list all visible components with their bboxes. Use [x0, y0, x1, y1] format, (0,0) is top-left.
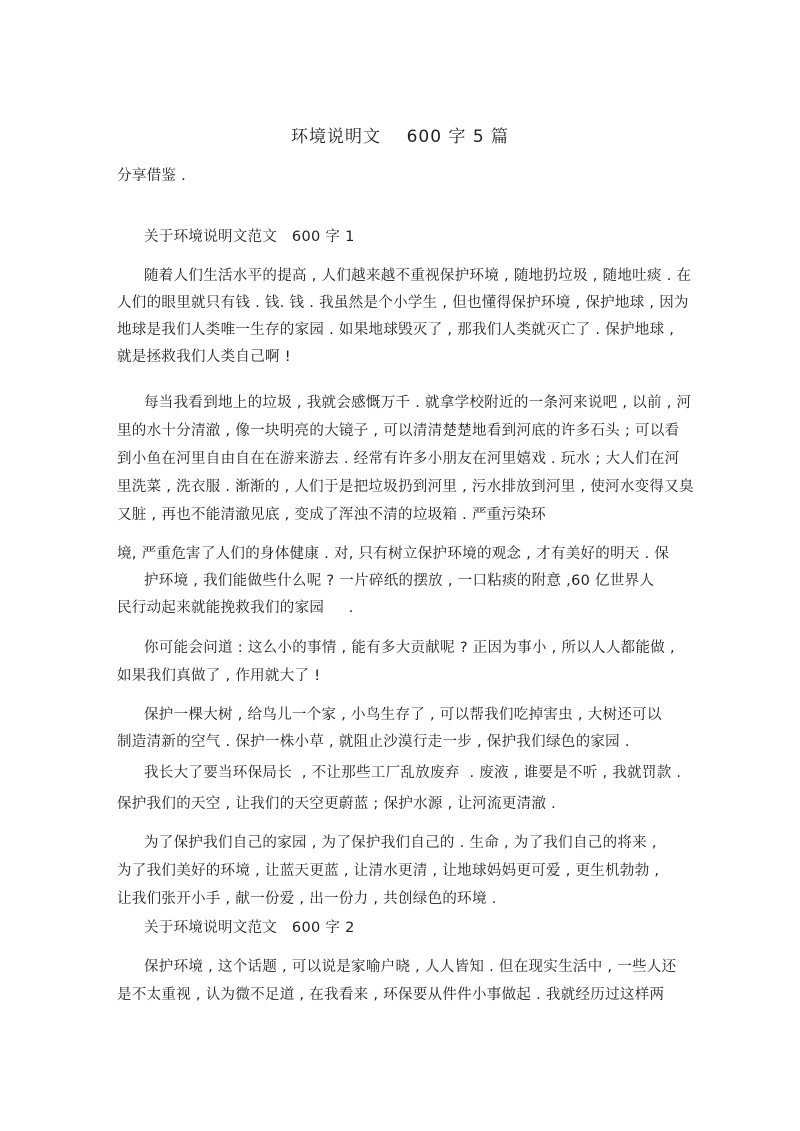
paragraph-line: 随着人们生活水平的提高 , 人们越来越不重视保护环境 , 随地扔垃圾 , 随地吐痰 . 在: [144, 268, 692, 284]
paragraph-line: 是不太重视 , 认为微不足道 , 在我看来 , 环保要从件件小事做起 . 我就经历过这样两: [117, 987, 665, 1003]
intro-text: 分享借鉴 .: [117, 168, 187, 184]
paragraph-line: 保护一棵大树 , 给鸟儿一个家 , 小鸟生存了 , 可以帮我们吃掉害虫 , 大树还可以: [144, 707, 662, 723]
paragraph-line: 如果我们真做了 , 作用就大了 !: [117, 668, 321, 684]
paragraph-line: 你可能会问道 : 这么小的事情 , 能有多大贡献呢 ? 正因为事小 , 所以人人都能做 ,: [144, 640, 675, 656]
paragraph-line: 每当我看到地上的垃圾 , 我就会感慨万千 . 就拿学校附近的一条河来说吧 , 以前 , 河: [144, 395, 692, 411]
paragraph-line: 我长大了要当环保局长 , 不让那些工厂乱放废弃 . 废液 , 谁要是不听 , 我就罚款 .: [144, 765, 682, 781]
paragraph-line: 里的水十分清澈 , 像一块明亮的大镜子 , 可以清清楚楚地看到河底的许多石头 ; 可以看: [117, 423, 680, 439]
section-heading-1: 关于环境说明文范文 600 字 1: [144, 229, 355, 245]
document-title: 环境说明文 600 字 5 篇: [290, 127, 510, 147]
section-heading-2: 关于环境说明文范文 600 字 2: [144, 920, 355, 936]
paragraph-line: 就是拯救我们人类自己啊 !: [117, 349, 291, 365]
paragraph-line: 里洗菜 , 洗衣服 . 渐渐的 , 人们于是把垃圾扔到河里 , 污水排放到河里 , 使河水变得又臭: [117, 479, 694, 495]
paragraph-line: 保护环境 , 这个话题 , 可以说是家喻户晓 , 人人皆知 . 但在现实生活中 , 一些人还: [144, 959, 677, 975]
paragraph-line: 人们的眼里就只有钱 . 钱. 钱 . 我虽然是个小学生 , 但也懂得保护环境 , 保护地球 , 因为: [117, 295, 689, 311]
paragraph-line: 保护我们的天空 , 让我们的天空更蔚蓝 ; 保护水源 , 让河流更清澈 .: [117, 796, 557, 812]
paragraph-line: 地球是我们人类唯一生存的家园 . 如果地球毁灭了 , 那我们人类就灭亡了 . 保护地球 ,: [117, 322, 675, 338]
paragraph-line: 到小鱼在河里自由自在在游来游去 . 经常有许多小朋友在河里嬉戏 . 玩水 ; 大人们在河: [117, 451, 680, 467]
paragraph-line: 为了保护我们自己的家园 , 为了保护我们自己的 . 生命 , 为了我们自己的将来 ,: [144, 835, 657, 851]
paragraph-line: 境, 严重危害了人们的身体健康 . 对, 只有树立保护环境的观念 , 才有美好的明天 . 保: [117, 546, 670, 562]
paragraph-line: 民行动起来就能挽救我们的家园 .: [117, 600, 354, 616]
paragraph-line: 为了我们美好的环境 , 让蓝天更蓝 , 让清水更清 , 让地球妈妈更可爱 , 更生机勃勃 ,: [117, 863, 660, 879]
paragraph-line: 制造清新的空气 . 保护一株小草 , 就阻止沙漠行走一步 , 保护我们绿色的家园 .: [117, 734, 630, 750]
paragraph-line: 让我们张开小手 , 献一份爱 , 出一份力 , 共创绿色的环境 .: [117, 891, 497, 907]
paragraph-line: 又脏 , 再也不能清澈见底 , 变成了浑浊不清的垃圾箱 . 严重污染环: [117, 507, 546, 523]
paragraph-line: 护环境 , 我们能做些什么呢 ? 一片碎纸的摆放 , 一口粘痰的附意 ,60 亿世界人: [144, 573, 655, 589]
